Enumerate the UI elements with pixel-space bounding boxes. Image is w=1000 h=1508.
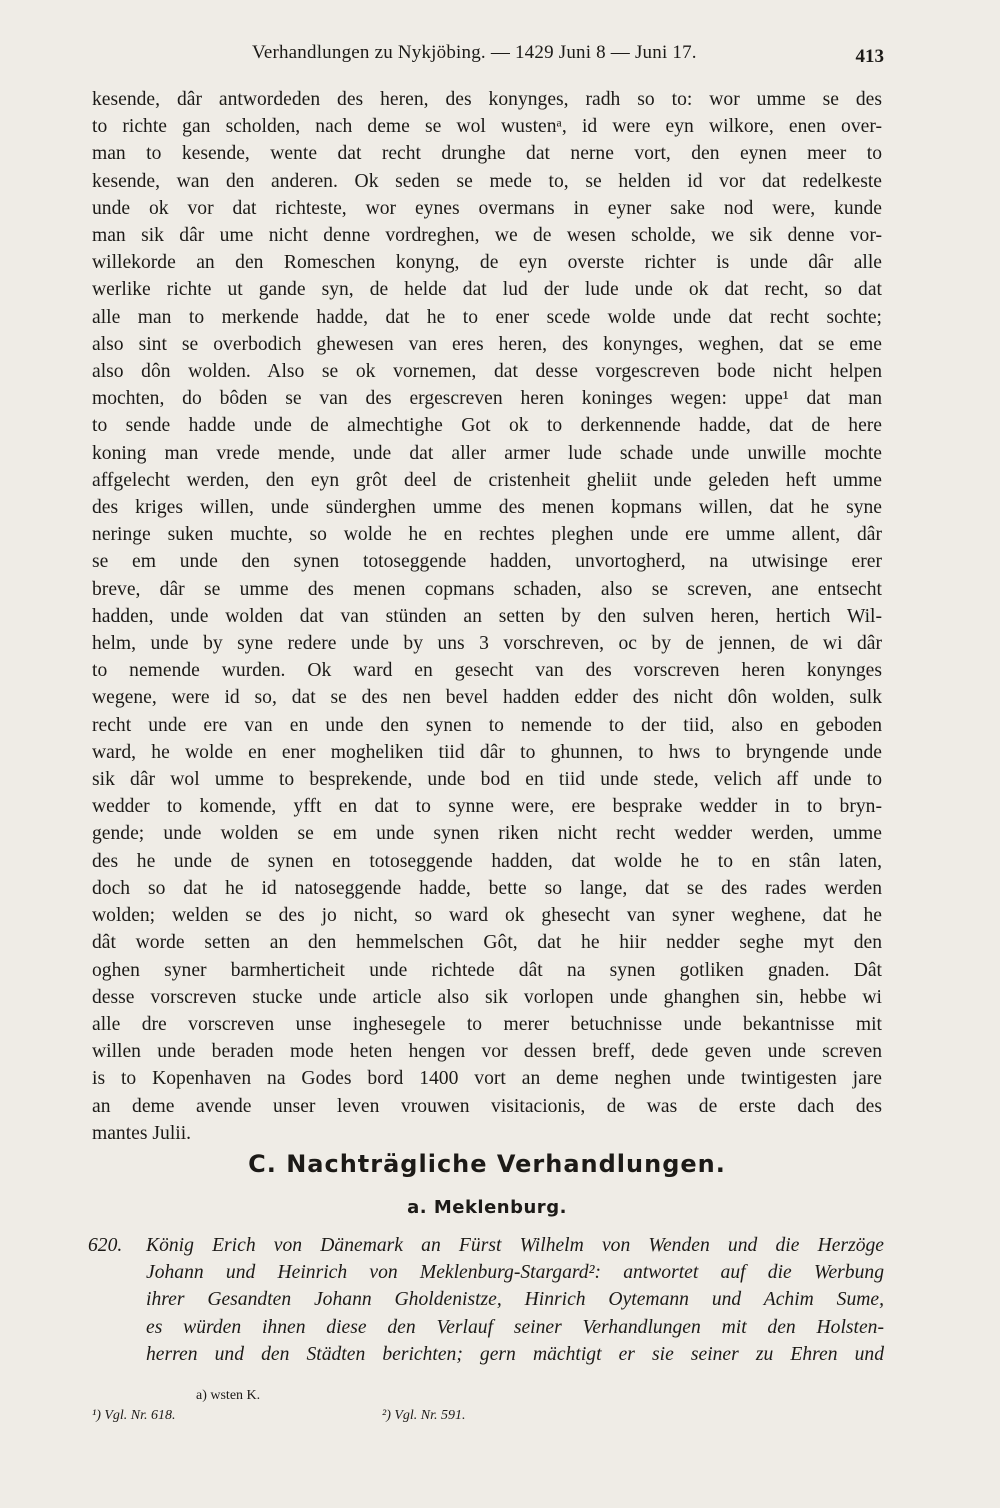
body-line: gende; unde wolden se em unde synen riken nicht recht wedder werden, umme	[92, 823, 882, 845]
body-line: des kriges willen, unde sünderghen umme des menen kopmans willen, dat he syne	[92, 497, 882, 519]
page-number: 413	[855, 46, 884, 67]
body-line: wolden; welden se des jo nicht, so ward ok ghesecht van syner weghene, dat he	[92, 905, 882, 927]
body-line: man sik dâr ume nicht denne vordreghen, we de wesen scholde, we sik denne vor-	[92, 225, 882, 247]
body-line: kesende, wan den anderen. Ok seden se mede to, se helden id vor dat redelkeste	[92, 170, 882, 192]
body-line: alle man to merkende hadde, dat he to ener scede wolde unde dat recht sochte;	[92, 306, 882, 328]
footnote-a: a) wsten K.	[196, 1388, 261, 1403]
body-line: also dôn wolden. Also se ok vornemen, dat desse vorgescreven bode nicht helpen	[92, 361, 882, 383]
body-text	[92, 86, 882, 1147]
body-line: desse vorscreven stucke unde article also sik vorlopen unde ghanghen sin, hebbe wi	[92, 986, 882, 1008]
body-line: willen unde beraden mode heten hengen vor dessen breff, dede geven unde screven	[92, 1041, 882, 1063]
body-line: also sint se overbodich ghewesen van eres heren, des konynges, weghen, dat se eme	[92, 333, 882, 355]
body-line: helm, unde by syne redere unde by uns 3 vorschreven, oc by de jennen, de wi dâr	[92, 633, 882, 655]
body-line: willekorde an den Romeschen konyng, de eyn overste richter is unde dâr alle	[92, 252, 882, 274]
body-line: ward, he wolde en ener mogheliken tiid dâr to ghunnen, to hws to bryngende unde	[92, 741, 882, 763]
body-line: doch so dat he id natoseggende hadde, bette so lange, dat se des rades werden	[92, 877, 882, 899]
body-line: to sende hadde unde de almechtighe Got ok to derkennende hadde, dat de here	[92, 415, 882, 437]
body-line: oghen syner barmherticheit unde richtede dât na synen gotliken gnaden. Dât	[92, 959, 882, 981]
subsection-heading: a. Meklenburg.	[407, 1197, 567, 1218]
body-line: alle dre vorscreven unse inghesegele to merer betuchnisse unde bekantnisse mit	[92, 1013, 882, 1035]
entry-line: herren und den Städten berichten; gern mächtigt er sie seiner zu Ehren und	[146, 1343, 884, 1365]
body-line: an deme avende unser leven vrouwen visitacionis, de was de erste dach des	[92, 1095, 882, 1117]
entry-line: es würden ihnen diese den Verlauf seiner Verhandlungen mit den Holsten-	[146, 1316, 884, 1338]
body-line: mantes Julii.	[92, 1122, 192, 1144]
body-line: affgelecht werden, den eyn grôt deel de cristenheit gheliit unde geleden heft umme	[92, 469, 882, 491]
body-line: kesende, dâr antwordeden des heren, des konynges, radh so to: wor umme se des	[92, 89, 882, 110]
body-line: des he unde de synen en totoseggende hadden, dat wolde he to en stân laten,	[92, 850, 882, 872]
body-line: is to Kopenhaven na Godes bord 1400 vort an deme neghen unde twintigesten jare	[92, 1068, 882, 1090]
entry-summary	[146, 1232, 884, 1368]
entry-line: König Erich von Dänemark an Fürst Wilhelm von Wenden und die Herzöge	[146, 1235, 884, 1256]
body-line: hadden, unde wolden dat van stünden an setten by den sulven heren, hertich Wil-	[92, 605, 882, 627]
document-entry	[88, 1232, 884, 1368]
body-line: mochten, do bôden se van des ergescreven heren koninges wegen: uppe¹ dat man	[92, 388, 882, 410]
body-line: unde ok vor dat richteste, wor eynes overmans in eyner sake nod were, kunde	[92, 197, 882, 219]
body-line: sik dâr wol umme to besprekende, unde bod en tiid unde stede, velich aff unde to	[92, 769, 882, 791]
body-line: wedder to komende, yfft en dat to synne were, ere besprake wedder in to bryn-	[92, 796, 882, 818]
section-heading: C. Nachträgliche Verhandlungen.	[248, 1150, 726, 1178]
body-line: werlike richte ut gande syn, de helde dat lud der lude unde ok dat recht, so dat	[92, 279, 882, 301]
running-title: Verhandlungen zu Nykjöbing. — 1429 Juni 8 — Juni 17.	[252, 42, 697, 63]
body-line: man to kesende, wente dat recht drunghe dat nerne vort, den eynen meer to	[92, 143, 882, 165]
entry-number: 620.	[88, 1235, 123, 1256]
body-line: koning man vrede mende, unde dat aller armer lude schade unde unwille mochte	[92, 442, 882, 464]
footnote-1: ¹) Vgl. Nr. 618.	[92, 1408, 176, 1423]
body-line: breve, dâr se umme des menen copmans schaden, also se screven, ane entsecht	[92, 578, 882, 600]
entry-line: Johann und Heinrich von Meklenburg-Stargard²: antwortet auf die Werbung	[146, 1262, 884, 1284]
footnote-2: ²) Vgl. Nr. 591.	[382, 1408, 466, 1423]
body-line: to nemende wurden. Ok ward en gesecht van des vorscreven heren konynges	[92, 660, 882, 682]
body-line: recht unde ere van en unde den synen to nemende to der tiid, also en geboden	[92, 714, 882, 736]
body-line: dât worde setten an den hemmelschen Gôt, dat he hiir nedder seghe myt den	[92, 932, 882, 954]
body-line: wegene, were id so, dat se des nen bevel hadden edder des nicht dôn wolden, sulk	[92, 687, 882, 709]
body-line: to richte gan scholden, nach deme se wol wustenᵃ, id were eyn wilkore, enen over-	[92, 116, 882, 138]
body-line: neringe suken muchte, so wolde he en rechtes pleghen unde ere umme allent, dâr	[92, 524, 882, 546]
body-line: se em unde den synen totoseggende hadden, unvortogherd, na utwisinge erer	[92, 551, 882, 573]
entry-line: ihrer Gesandten Johann Gholdenistze, Hinrich Oytemann und Achim Sume,	[146, 1289, 884, 1311]
running-header	[92, 42, 884, 72]
